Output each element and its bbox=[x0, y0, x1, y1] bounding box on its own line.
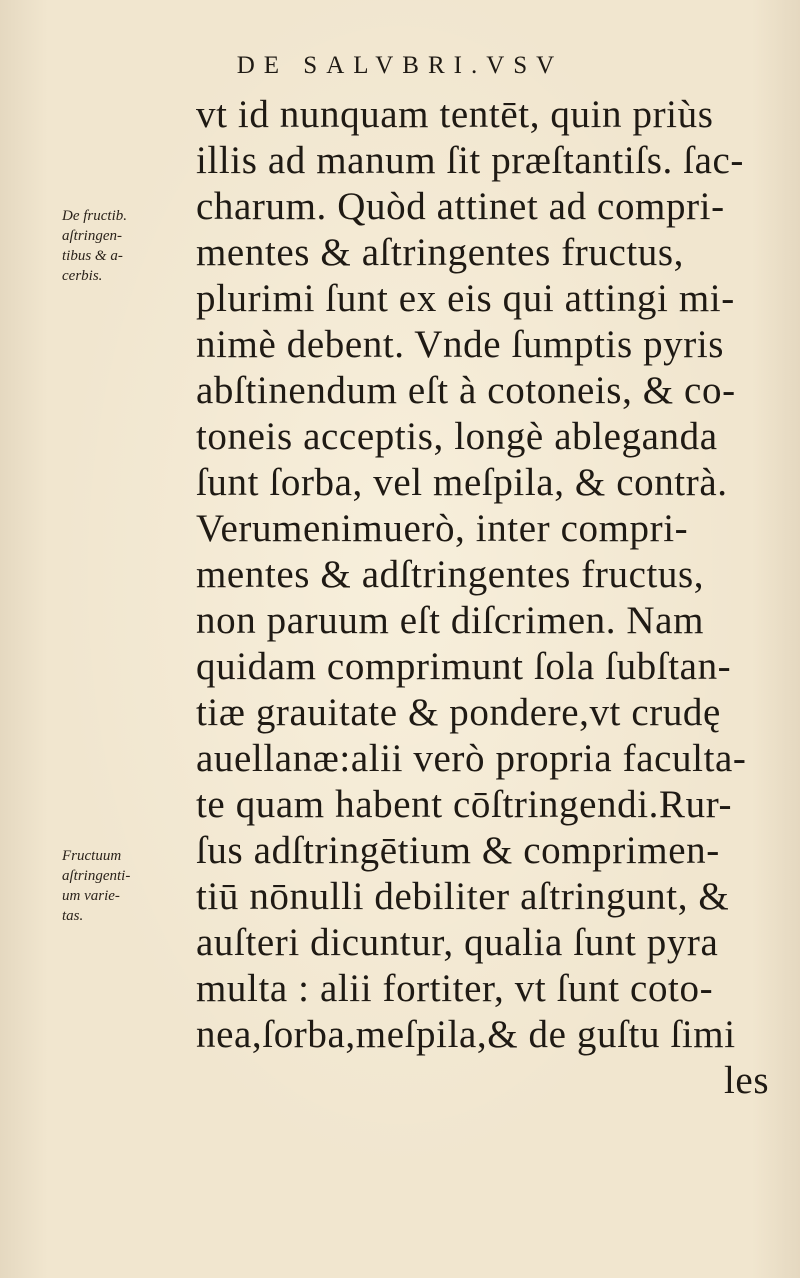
text-line: multa : alii fortiter, vt ſunt coto- bbox=[196, 967, 714, 1010]
margin-note-line: um varie- bbox=[62, 888, 120, 904]
margin-note-line: aſtringenti- bbox=[62, 868, 131, 884]
text-line: illis ad manum ſit præſtantiſs. ſac- bbox=[196, 139, 745, 182]
text-line: vt id nunquam tentēt, quin priùs bbox=[196, 93, 714, 136]
margin-note-fruit-variety bbox=[62, 846, 130, 926]
text-line: mentes & aſtringentes fructus, bbox=[196, 231, 685, 274]
text-line: nimè debent. Vnde ſumptis pyris bbox=[196, 323, 725, 366]
text-line: non paruum eſt diſcrimen. Nam bbox=[196, 599, 705, 642]
running-head: DE SALVBRI.VSV bbox=[236, 52, 564, 79]
text-line: auellanæ:alii verò propria faculta- bbox=[196, 737, 747, 780]
text-line: abſtinendum eſt à cotoneis, & co- bbox=[196, 369, 736, 412]
margin-note-line: cerbis. bbox=[62, 268, 103, 284]
catchword: les bbox=[724, 1059, 770, 1102]
text-line: plurimi ſunt ex eis qui attingi mi- bbox=[196, 277, 735, 320]
margin-note-line: tas. bbox=[62, 908, 84, 924]
text-line: auſteri dicuntur, qualia ſunt pyra bbox=[196, 921, 719, 964]
text-line: Verumenimuerò, inter compri- bbox=[196, 507, 689, 550]
text-line: charum. Quòd attinet ad compri- bbox=[196, 185, 725, 228]
margin-note-line: De fructib. bbox=[62, 208, 127, 224]
text-line: tiū nōnulli debiliter aſtringunt, & bbox=[196, 875, 730, 918]
text-line: te quam habent cōſtringendi.Rur- bbox=[196, 783, 733, 826]
text-line: ſunt ſorba, vel meſpila, & contrà. bbox=[196, 461, 728, 504]
margin-note-line: tibus & a- bbox=[62, 248, 123, 264]
text-line: tiæ grauitate & pondere,vt crudę bbox=[196, 691, 721, 734]
margin-note-fruits-astringent bbox=[62, 206, 127, 286]
text-line: mentes & adſtringentes fructus, bbox=[196, 553, 705, 596]
text-line: toneis acceptis, longè ablegandа bbox=[196, 415, 718, 458]
text-line: quidam comprimunt ſola ſubſtan- bbox=[196, 645, 732, 688]
margin-note-line: aſtringen- bbox=[62, 228, 122, 244]
text-line: ſus adſtringētium & comprimen- bbox=[196, 829, 720, 872]
text-line: nea,ſorba,meſpila,& de guſtu ſimi bbox=[196, 1013, 736, 1056]
margin-note-line: Fructuum bbox=[62, 848, 122, 864]
